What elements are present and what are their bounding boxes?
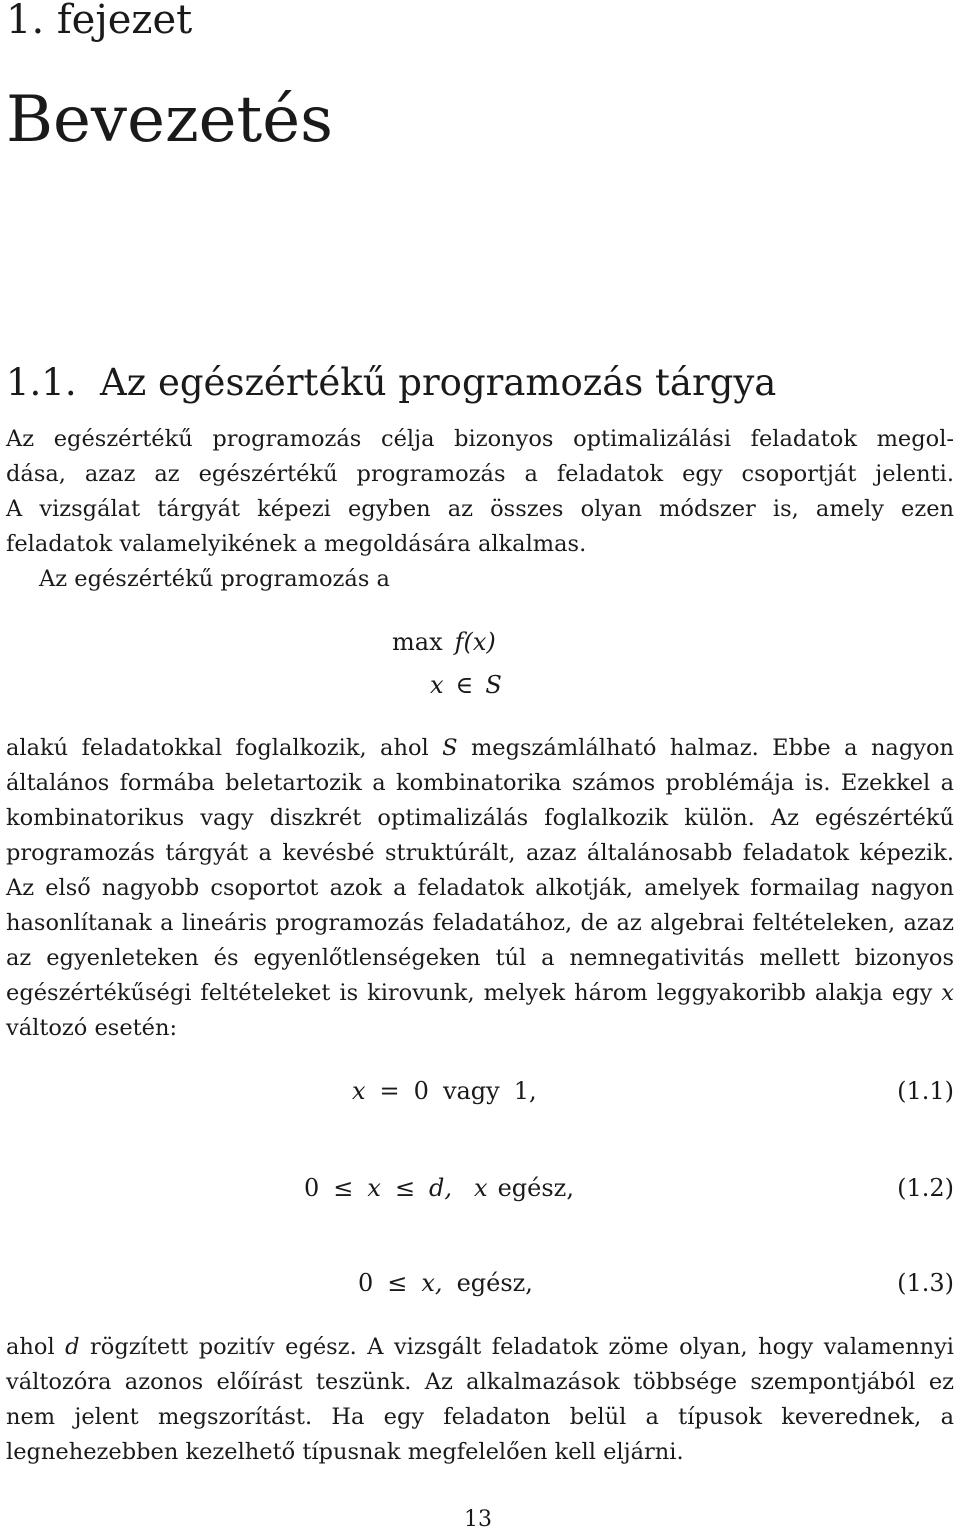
eq2-variable-2: x	[474, 1174, 488, 1202]
intro-paragraph	[6, 422, 954, 597]
chapter-label: 1. fejezet	[6, 0, 193, 43]
equation-1-2	[0, 1168, 956, 1208]
body-paragraph	[6, 731, 954, 1046]
element-of-symbol: ∈	[455, 671, 474, 699]
eq2-variable: x	[367, 1174, 381, 1202]
eq2-bound: d,	[429, 1174, 453, 1202]
page-number: 13	[464, 1507, 492, 1532]
body-text	[6, 731, 954, 1046]
eq2-text: egész,	[497, 1174, 574, 1202]
eq1-equals: =	[379, 1077, 400, 1105]
section-heading	[6, 360, 776, 406]
section-title: Az egészértékű programozás tárgya	[100, 361, 777, 404]
intro-line-2: dása, azaz az egészértékű programozás a feladatok egy csoportját jelenti.	[6, 461, 954, 487]
eq1-zero: 0	[413, 1077, 429, 1105]
closing-text-part-1: ahol	[6, 1334, 55, 1360]
variable-symbol: x	[941, 980, 954, 1006]
objective-line	[392, 626, 496, 658]
intro-line-4: feladatok valamelyikének a megoldására alkalmas.	[6, 531, 587, 557]
closing-text	[6, 1330, 954, 1470]
chapter-title: Bevezetés	[6, 83, 333, 157]
eq2-zero: 0	[304, 1174, 320, 1202]
eq3-text: egész,	[456, 1269, 533, 1297]
constraint-set: S	[485, 671, 502, 699]
equation-1-3-body	[358, 1263, 533, 1303]
d-symbol: d	[65, 1334, 80, 1360]
equation-1-2-body	[304, 1168, 574, 1208]
equation-1-3	[0, 1263, 956, 1303]
body-text-part-1: alakú feladatokkal foglalkozik, ahol	[6, 735, 429, 761]
eq2-le-2: ≤	[394, 1174, 416, 1202]
eq1-one: 1,	[513, 1077, 537, 1105]
equation-number-1-3: (1.3)	[897, 1269, 954, 1297]
body-text-part-2: megszámlálható halmaz. Ebbe a nagyon általános formába beletartozik a kombinatorika számos problémája is. Ezekkel a kombinatorikus vagy diszkrét optimalizálás foglalkozik külön. Az egészértékű programozás tárgyát a kevésbé struktúrált, azaz általánosabb feladatok képezik. Az első nagyobb csoportot azok a feladatok alkotják, amelyek formailag nagyon hasonlítanak a lineáris programozás feladatához, de az algebrai feltételeken, azaz az egyenleteken és egyenlőtlenségeken túl a nemnegativitás mellett bizonyos egészértékűségi feltételeket is kirovunk, melyek három leggyakoribb alakja egy	[6, 735, 954, 1006]
max-operator: max	[392, 628, 443, 656]
intro-line-1: Az egészértékű programozás célja bizonyos optimalizálási feladatok megol-	[6, 426, 954, 452]
eq3-le: ≤	[387, 1269, 408, 1297]
constraint-variable: x	[430, 671, 444, 699]
eq1-variable: x	[352, 1077, 366, 1105]
lead-in-text: Az egészértékű programozás a	[39, 566, 390, 592]
equation-number-1-1: (1.1)	[897, 1077, 954, 1105]
intro-line-3: A vizsgálat tárgyát képezi egyben az összes olyan módszer is, amely ezen	[6, 496, 954, 522]
eq3-variable: x,	[421, 1269, 443, 1297]
closing-paragraph	[6, 1330, 954, 1470]
equation-number-1-2: (1.2)	[897, 1174, 954, 1202]
section-number: 1.1.	[6, 361, 77, 404]
objective-function: f(x)	[454, 628, 496, 656]
equation-1-1	[0, 1071, 956, 1111]
body-text-part-3: változó esetén:	[6, 1015, 178, 1041]
closing-text-part-2: rögzített pozitív egész. A vizsgált feladatok zöme olyan, hogy valamennyi változóra azonos előírást teszünk. Az alkalmazások többsége szempontjából ez nem jelent megszorítást. Ha egy feladaton belül a típusok keverednek, a legnehezebben kezelhető típusnak megfelelően kell eljárni.	[6, 1334, 954, 1465]
constraint-line	[430, 669, 502, 701]
equation-1-1-body	[352, 1071, 537, 1111]
eq2-le-1: ≤	[333, 1174, 354, 1202]
eq1-text: vagy	[442, 1077, 500, 1105]
set-symbol: S	[442, 735, 458, 761]
eq3-zero: 0	[358, 1269, 374, 1297]
